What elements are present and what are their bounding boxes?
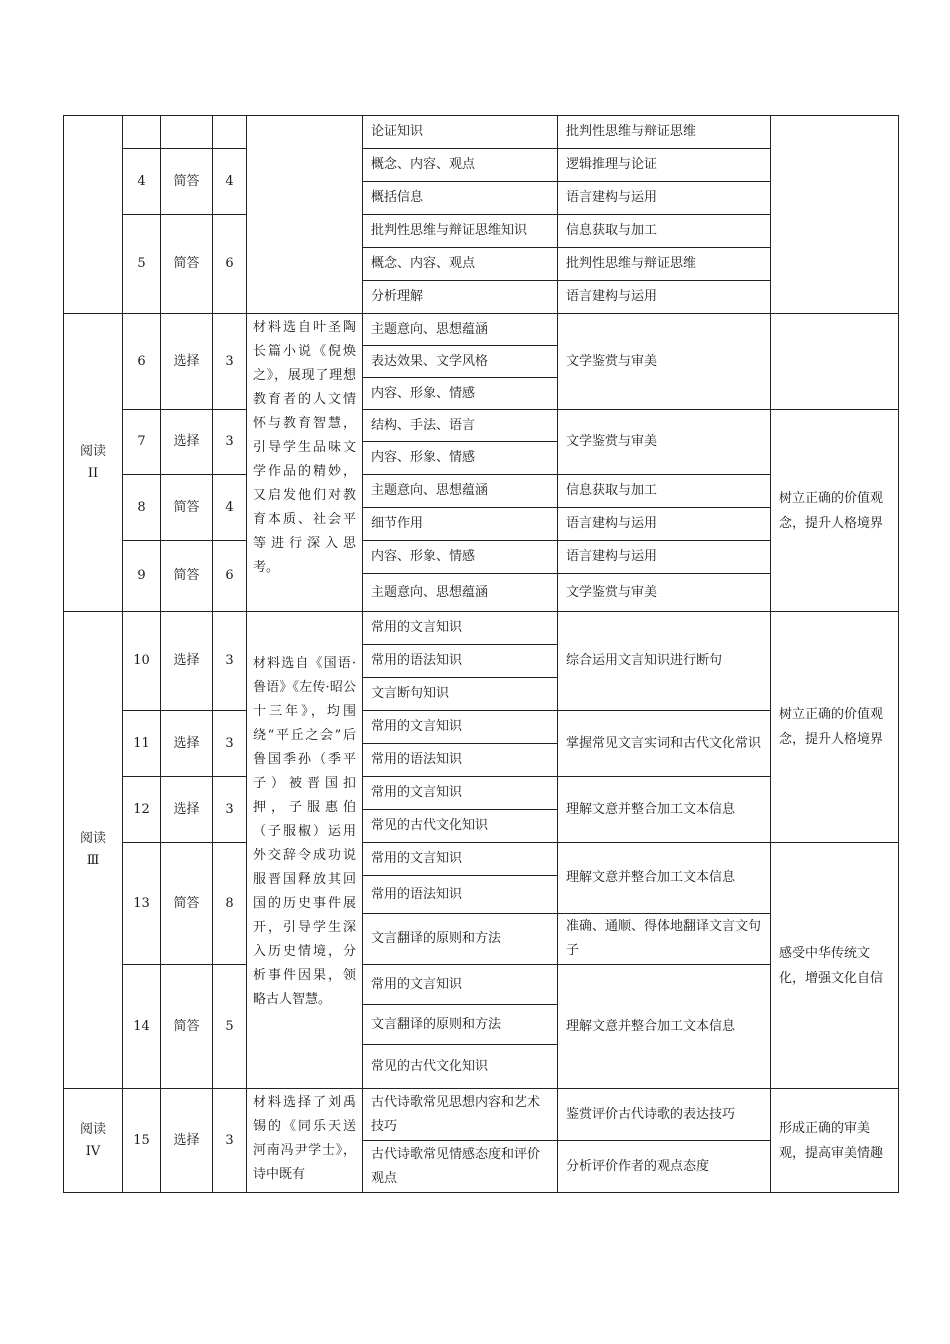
knowledge-cell: 常用的文言知识 <box>363 711 558 744</box>
question-type: 选择 <box>161 1089 213 1193</box>
question-score: 5 <box>213 965 247 1089</box>
question-type: 选择 <box>161 777 213 843</box>
goal-cell: 树立正确的价值观念，提升人格境界 <box>771 410 899 612</box>
knowledge-cell: 概念、内容、观点 <box>363 248 558 281</box>
material-description: 材料选自《国语·鲁语》《左传·昭公十三年》，均围绕“平丘之会”后鲁国季孙（季平子）被晋国扣押，子服惠伯（子服椒）运用外交辞令成功说服晋国释放其回国的历史事件展开，引导学生深入历史情境，分析事件因果，领略古人智慧。 <box>247 612 363 1089</box>
knowledge-cell: 概念、内容、观点 <box>363 149 558 182</box>
question-type: 选择 <box>161 410 213 475</box>
question-type: 选择 <box>161 314 213 410</box>
section-name: 阅读 <box>79 831 106 846</box>
question-score: 3 <box>213 777 247 843</box>
ability-cell: 文学鉴赏与审美 <box>558 410 771 475</box>
ability-cell: 理解文意并整合加工文本信息 <box>558 965 771 1089</box>
knowledge-cell: 常用的语法知识 <box>363 645 558 678</box>
section-cell-blank <box>64 116 123 314</box>
question-type: 选择 <box>161 711 213 777</box>
ability-cell: 语言建构与运用 <box>558 508 771 541</box>
question-score: 3 <box>213 1089 247 1193</box>
section-label <box>64 612 123 1089</box>
knowledge-cell: 内容、形象、情感 <box>363 541 558 574</box>
knowledge-cell: 内容、形象、情感 <box>363 442 558 475</box>
ability-cell: 掌握常见文言实词和古代文化常识 <box>558 711 771 777</box>
question-type: 简答 <box>161 215 213 314</box>
knowledge-cell: 文言翻译的原则和方法 <box>363 1005 558 1045</box>
ability-cell: 语言建构与运用 <box>558 541 771 574</box>
question-score: 4 <box>213 475 247 541</box>
knowledge-cell: 文言断句知识 <box>363 678 558 711</box>
knowledge-cell: 古代诗歌常见思想内容和艺术技巧 <box>363 1089 558 1141</box>
section-name: 阅读 <box>79 443 106 459</box>
question-number: 10 <box>123 612 161 711</box>
ability-cell: 批判性思维与辩证思维 <box>558 116 771 149</box>
section-label <box>64 314 123 612</box>
knowledge-cell: 结构、手法、语言 <box>363 410 558 442</box>
question-score: 6 <box>213 215 247 314</box>
knowledge-cell: 论证知识 <box>363 116 558 149</box>
question-number: 14 <box>123 965 161 1089</box>
goal-cell: 树立正确的价值观念，提升人格境界 <box>771 612 899 843</box>
ability-cell: 准确、通顺、得体地翻译文言文句子 <box>558 914 771 965</box>
blank-cell <box>123 116 161 149</box>
knowledge-cell: 常用的文言知识 <box>363 843 558 876</box>
knowledge-cell: 文言翻译的原则和方法 <box>363 914 558 965</box>
question-score: 3 <box>213 314 247 410</box>
ability-cell: 综合运用文言知识进行断句 <box>558 612 771 711</box>
ability-cell: 文学鉴赏与审美 <box>558 314 771 410</box>
knowledge-cell: 常见的古代文化知识 <box>363 1045 558 1089</box>
goal-cell-blank <box>771 116 899 314</box>
knowledge-cell: 细节作用 <box>363 508 558 541</box>
section-name: 阅读 <box>79 1121 106 1137</box>
question-number: 13 <box>123 843 161 965</box>
material-description: 材料选择了刘禹锡的《同乐天送河南冯尹学士》，诗中既有 <box>247 1089 363 1193</box>
question-number: 9 <box>123 541 161 612</box>
goal-cell: 形成正确的审美观，提高审美情趣 <box>771 1089 899 1193</box>
ability-cell: 信息获取与加工 <box>558 215 771 248</box>
blank-cell <box>161 116 213 149</box>
ability-cell: 理解文意并整合加工文本信息 <box>558 843 771 914</box>
ability-cell: 理解文意并整合加工文本信息 <box>558 777 771 843</box>
question-number: 15 <box>123 1089 161 1193</box>
knowledge-cell: 分析理解 <box>363 281 558 314</box>
ability-cell: 文学鉴赏与审美 <box>558 574 771 612</box>
ability-cell: 批判性思维与辩证思维 <box>558 248 771 281</box>
goal-cell: 感受中华传统文化，增强文化自信 <box>771 843 899 1089</box>
ability-cell: 逻辑推理与论证 <box>558 149 771 182</box>
question-number: 11 <box>123 711 161 777</box>
ability-cell: 语言建构与运用 <box>558 182 771 215</box>
ability-cell: 信息获取与加工 <box>558 475 771 508</box>
ability-cell: 鉴赏评价古代诗歌的表达技巧 <box>558 1089 771 1141</box>
question-number: 8 <box>123 475 161 541</box>
knowledge-cell: 批判性思维与辩证思维知识 <box>363 215 558 248</box>
question-number: 7 <box>123 410 161 475</box>
question-number: 6 <box>123 314 161 410</box>
exam-spec-table <box>63 115 899 1193</box>
knowledge-cell: 主题意向、思想蕴涵 <box>363 314 558 346</box>
blank-cell <box>213 116 247 149</box>
ability-cell: 分析评价作者的观点态度 <box>558 1141 771 1193</box>
question-score: 8 <box>213 843 247 965</box>
goal-cell-blank <box>771 314 899 410</box>
question-score: 3 <box>213 711 247 777</box>
knowledge-cell: 常见的古代文化知识 <box>363 810 558 843</box>
knowledge-cell: 常用的文言知识 <box>363 965 558 1005</box>
knowledge-cell: 常用的语法知识 <box>363 744 558 777</box>
question-number: 12 <box>123 777 161 843</box>
knowledge-cell: 常用的语法知识 <box>363 876 558 914</box>
knowledge-cell: 概括信息 <box>363 182 558 215</box>
question-number: 4 <box>123 149 161 215</box>
question-score: 3 <box>213 612 247 711</box>
question-type: 简答 <box>161 843 213 965</box>
question-number: 5 <box>123 215 161 314</box>
knowledge-cell: 内容、形象、情感 <box>363 378 558 410</box>
knowledge-cell: 表达效果、文学风格 <box>363 346 558 378</box>
section-label <box>64 1089 123 1193</box>
question-score: 4 <box>213 149 247 215</box>
section-number: Ⅲ <box>86 853 100 868</box>
knowledge-cell: 常用的文言知识 <box>363 612 558 645</box>
question-score: 3 <box>213 410 247 475</box>
ability-cell: 语言建构与运用 <box>558 281 771 314</box>
section-number: II <box>87 465 99 481</box>
knowledge-cell: 主题意向、思想蕴涵 <box>363 574 558 612</box>
question-type: 简答 <box>161 475 213 541</box>
question-type: 选择 <box>161 612 213 711</box>
knowledge-cell: 常用的文言知识 <box>363 777 558 810</box>
knowledge-cell: 主题意向、思想蕴涵 <box>363 475 558 508</box>
question-type: 简答 <box>161 965 213 1089</box>
question-type: 简答 <box>161 149 213 215</box>
question-type: 简答 <box>161 541 213 612</box>
question-score: 6 <box>213 541 247 612</box>
material-cell-blank <box>247 116 363 314</box>
section-number: IV <box>85 1143 101 1159</box>
material-description: 材料选自叶圣陶长篇小说《倪焕之》，展现了理想教育者的人文情怀与教育智慧，引导学生品味文学作品的精妙，又启发他们对教育本质、社会平等进行深入思考。 <box>247 314 363 612</box>
knowledge-cell: 古代诗歌常见情感态度和评价观点 <box>363 1141 558 1193</box>
